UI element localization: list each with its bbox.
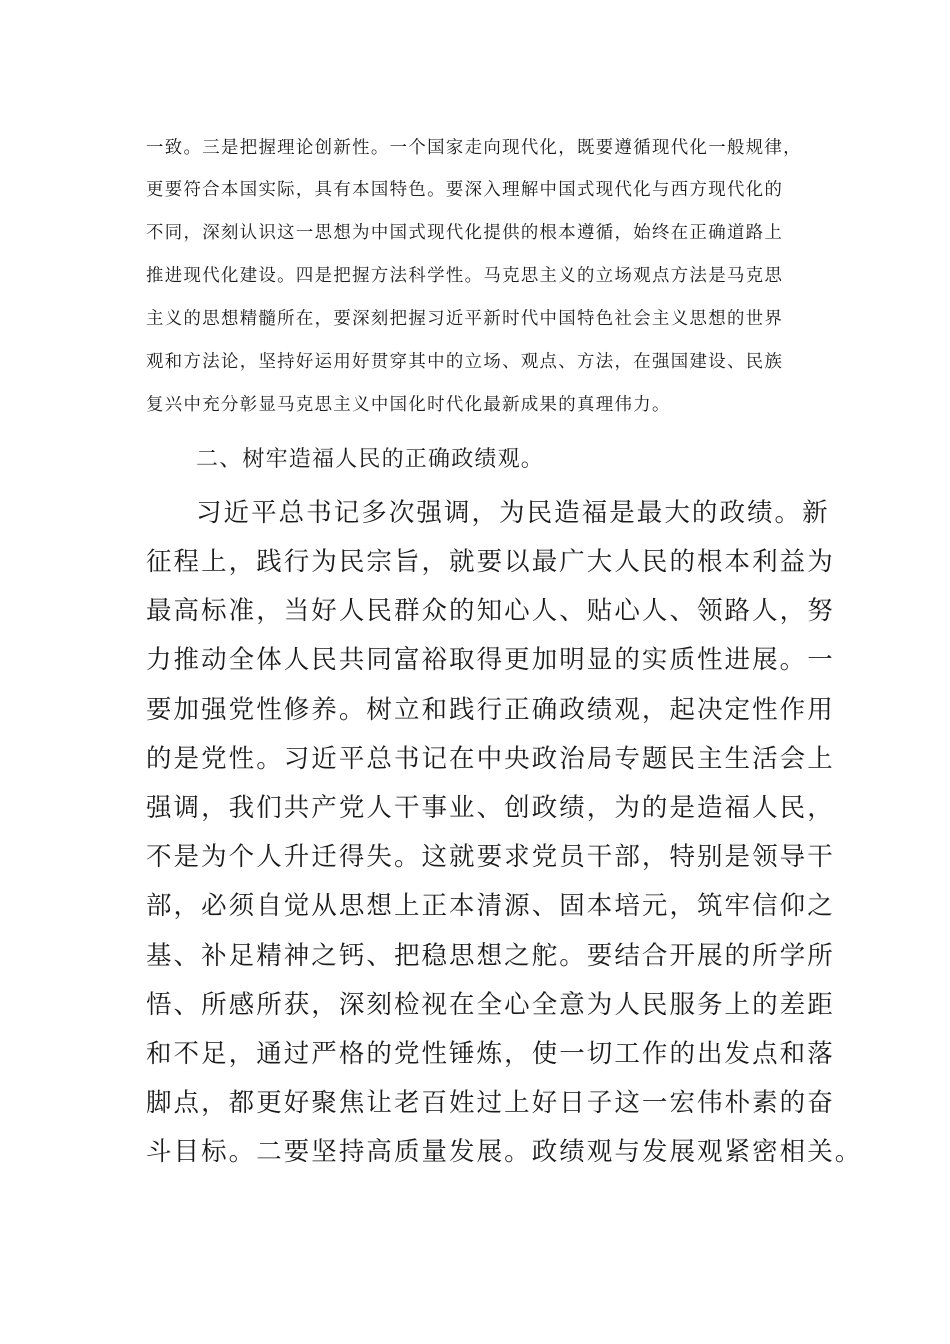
paragraph-line: 强调，我们共产党人干事业、创政绩，为的是造福人民， — [146, 793, 835, 823]
paragraph-line: 要加强党性修养。树立和践行正确政绩观，起决定性作用 — [146, 695, 835, 725]
paragraph-line: 推进现代化建设。四是把握方法科学性。马克思主义的立场观点方法是马克思 — [146, 266, 784, 286]
paragraph-line: 的是党性。习近平总书记在中央政治局专题民主生活会上 — [146, 744, 835, 774]
paragraph-line: 斗目标。二要坚持高质量发展。政绩观与发展观紧密相关。 — [146, 1137, 863, 1167]
paragraph-line: 一致。三是把握理论创新性。一个国家走向现代化，既要遵循现代化一般规律， — [146, 138, 802, 158]
paragraph-line: 脚点，都更好聚焦让老百姓过上好日子这一宏伟朴素的奋 — [146, 1088, 835, 1118]
paragraph-line: 最高标准，当好人民群众的知心人、贴心人、领路人，努 — [146, 596, 835, 626]
paragraph-line: 主义的思想精髓所在，要深刻把握习近平新时代中国特色社会主义思想的世界 — [146, 309, 784, 329]
paragraph-line: 不是为个人升迁得失。这就要求党员干部，特别是领导干 — [146, 842, 835, 872]
paragraph-line: 征程上，践行为民宗旨，就要以最广大人民的根本利益为 — [146, 547, 835, 577]
section-heading: 二、树牢造福人民的正确政绩观。 — [196, 447, 545, 472]
paragraph-line: 基、补足精神之钙、把稳思想之舵。要结合开展的所学所 — [146, 941, 835, 971]
paragraph-line: 部，必须自觉从思想上正本清源、固本培元，筑牢信仰之 — [146, 891, 835, 921]
paragraph-line: 更要符合本国实际，具有本国特色。要深入理解中国式现代化与西方现代化的 — [146, 180, 784, 200]
paragraph-line: 习近平总书记多次强调，为民造福是最大的政绩。新 — [196, 498, 830, 528]
paragraph-line: 复兴中充分彰显马克思主义中国化时代化最新成果的真理伟力。 — [146, 395, 671, 415]
paragraph-line: 和不足，通过严格的党性锤炼，使一切工作的出发点和落 — [146, 1039, 835, 1069]
paragraph-line: 观和方法论，坚持好运用好贯穿其中的立场、观点、方法，在强国建设、民族 — [146, 352, 784, 372]
paragraph-line: 悟、所感所获，深刻检视在全心全意为人民服务上的差距 — [146, 990, 835, 1020]
paragraph-line: 力推动全体人民共同富裕取得更加明显的实质性进展。一 — [146, 645, 835, 675]
paragraph-line: 不同，深刻认识这一思想为中国式现代化提供的根本遵循，始终在正确道路上 — [146, 223, 784, 243]
